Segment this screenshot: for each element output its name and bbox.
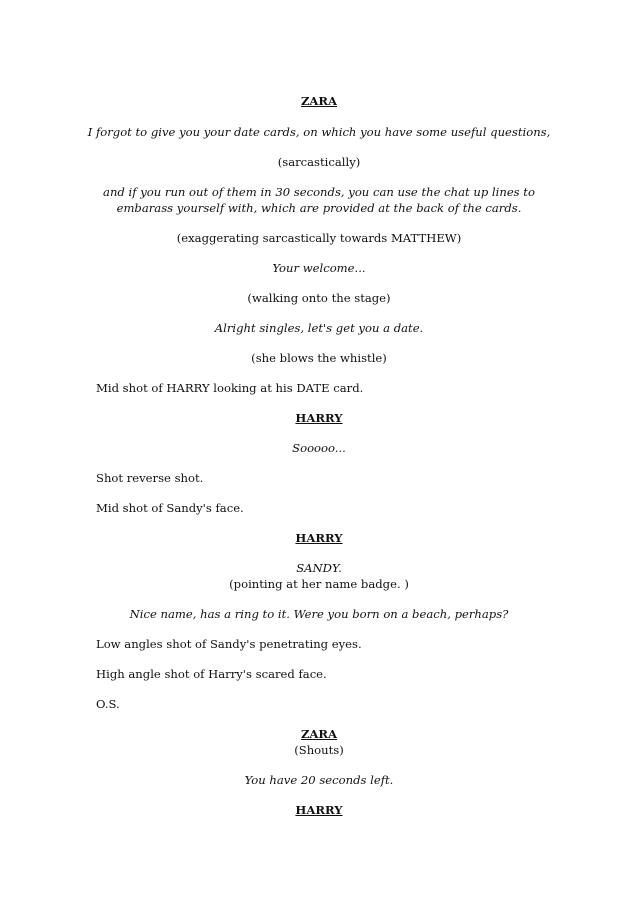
dialogue-line: You have 20 seconds left.	[244, 773, 394, 787]
action-line: Mid shot of Sandy's face.	[96, 501, 244, 515]
parenthetical: (pointing at her name badge. )	[229, 577, 409, 591]
dialogue-line: SANDY.	[296, 561, 342, 575]
dialogue-line: I forgot to give you your date cards, on which you have some useful questions,	[87, 125, 551, 139]
action-line: Mid shot of HARRY looking at his DATE card.	[96, 381, 364, 395]
action-line: High angle shot of Harry's scared face.	[96, 667, 327, 681]
dialogue-line: Your welcome...	[272, 261, 366, 275]
parenthetical: (Shouts)	[294, 743, 344, 757]
dialogue-line: Sooooo...	[292, 441, 346, 455]
character-name-zara: ZARA	[300, 727, 338, 741]
action-line: Low angles shot of Sandy's penetrating eyes.	[96, 637, 362, 651]
character-name-harry: HARRY	[295, 411, 343, 425]
dialogue-line: and if you run out of them in 30 seconds, you can use the chat up lines to embarass yourself with, which are provided at the back of the cards.	[103, 185, 535, 215]
parenthetical: (sarcastically)	[277, 155, 361, 169]
character-name-harry: HARRY	[295, 531, 343, 545]
parenthetical: (exaggerating sarcastically towards MATTHEW)	[176, 231, 462, 245]
dialogue-line: Nice name, has a ring to it. Were you born on a beach, perhaps?	[129, 607, 509, 621]
character-name-zara: ZARA	[300, 94, 338, 108]
parenthetical: (she blows the whistle)	[251, 351, 387, 365]
action-line: O.S.	[96, 697, 120, 711]
dialogue-line: Alright singles, let's get you a date.	[214, 321, 424, 335]
action-line: Shot reverse shot.	[96, 471, 204, 485]
parenthetical: (walking onto the stage)	[247, 291, 391, 305]
character-name-harry: HARRY	[295, 803, 343, 817]
